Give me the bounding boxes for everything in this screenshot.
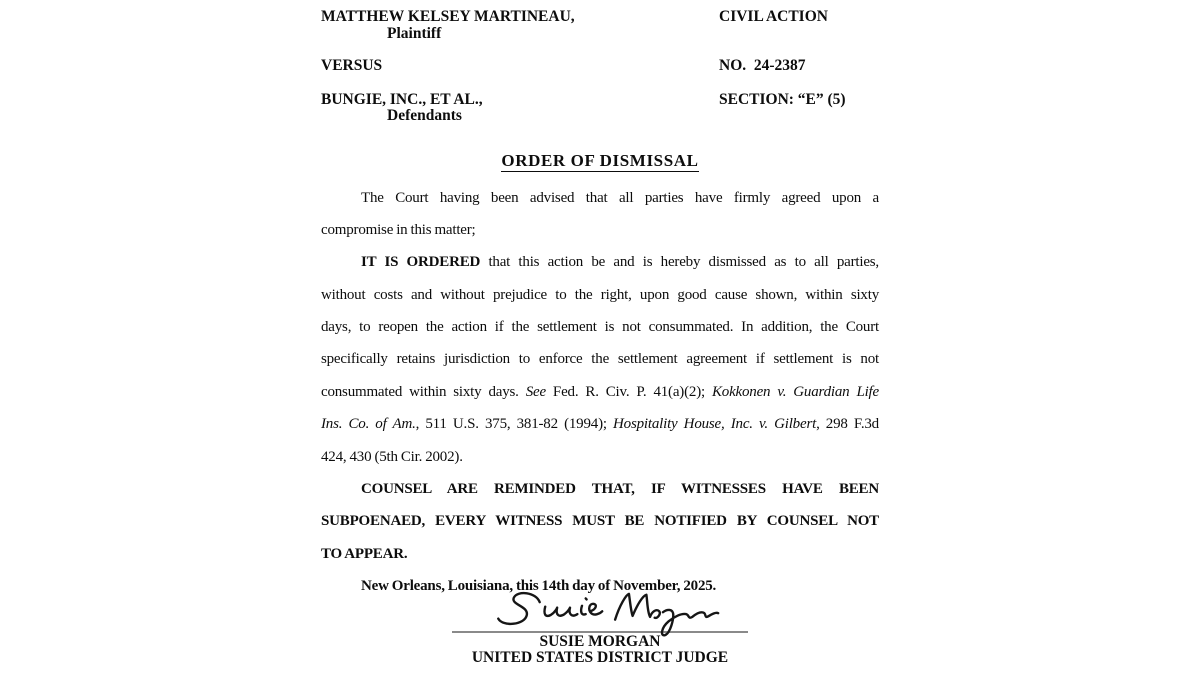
versus-label: VERSUS (321, 57, 383, 74)
civil-action-label: CIVIL ACTION (719, 8, 828, 25)
order-body-line: specifically retains jurisdiction to enforce the settlement agreement if settlement is not (321, 351, 879, 368)
caption-spacer (321, 42, 879, 58)
order-body-line: compromise in this matter; (321, 221, 476, 238)
signature-block (321, 631, 879, 666)
plaintiff-name: MATTHEW KELSEY MARTINEAU, (321, 8, 575, 25)
order-body-line: The Court having been advised that all parties have firmly agreed upon a (361, 189, 879, 206)
order-body-line: SUBPOENAED, EVERY WITNESS MUST BE NOTIFIED BY COUNSEL NOT (321, 513, 879, 530)
judge-signature-image (490, 586, 720, 644)
order-body-line: TO APPEAR. (321, 545, 408, 562)
order-body-line: 424, 430 (5th Cir. 2002). (321, 448, 463, 465)
order-body (321, 182, 879, 603)
order-body-line: New Orleans, Louisiana, this 14th day of November, 2025. (361, 578, 717, 595)
case-caption (321, 9, 879, 125)
judge-name: SUSIE MORGAN (539, 632, 661, 650)
order-body-line: without costs and without prejudice to the right, upon good cause shown, within sixty (321, 286, 879, 303)
case-number: NO. 24-2387 (719, 57, 806, 74)
caption-spacer (321, 75, 879, 92)
defendant-role: Defendants (387, 107, 462, 124)
order-body-line: consummated within sixty days. See Fed. R. Civ. P. 41(a)(2); Kokkonen v. Guardian Life (321, 383, 879, 400)
order-body-line: COUNSEL ARE REMINDED THAT, IF WITNESSES HAVE BEEN (361, 481, 879, 498)
judge-title: UNITED STATES DISTRICT JUDGE (471, 648, 729, 666)
section-label: SECTION: “E” (5) (719, 90, 846, 108)
court-order-document (321, 0, 879, 666)
order-title: ORDER OF DISMISSAL (501, 150, 699, 170)
order-body-line: IT IS ORDERED that this action be and is hereby dismissed as to all parties, (361, 254, 879, 271)
order-body-line: Ins. Co. of Am., 511 U.S. 375, 381-82 (1994); Hospitality House, Inc. v. Gilbert, 298 F.3d (321, 416, 879, 433)
plaintiff-role: Plaintiff (387, 24, 442, 42)
order-body-line: days, to reopen the action if the settlement is not consummated. In addition, the Court (321, 319, 879, 336)
defendant-name: BUNGIE, INC., ET AL., (321, 90, 483, 108)
